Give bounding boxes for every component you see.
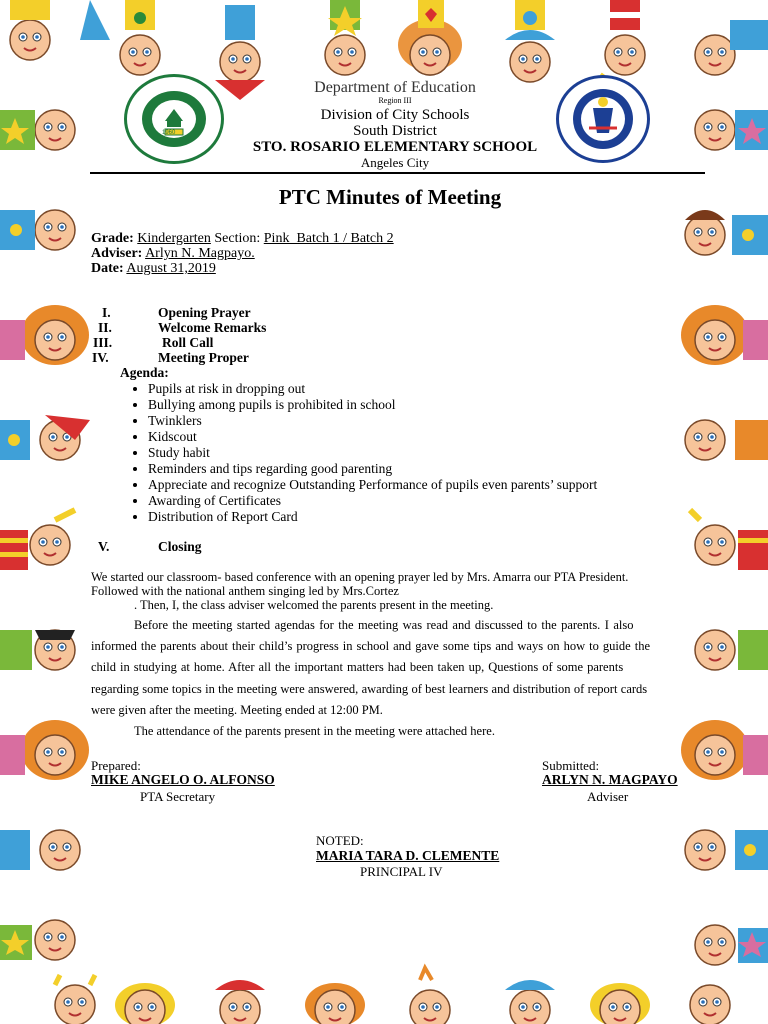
body-p2-line5: were given after the meeting. Meeting ended at 12:00 PM.	[91, 703, 383, 717]
outline-num-4: IV.	[92, 350, 109, 365]
agenda-item: • Bullying among pupils is prohibited in school	[148, 397, 597, 413]
body-p2-line4: regarding some topics in the meeting were answered, awarding of best learners and distribution of report cards	[91, 682, 648, 696]
deped-seal-logo	[556, 75, 650, 163]
submitted-name: ARLYN N. MAGPAYO	[542, 772, 678, 787]
prepared-label: Prepared:	[91, 758, 141, 773]
dept-name: Department of Education	[314, 79, 476, 96]
body-p2-line1: Before the meeting started agendas for the meeting was read and discussed to the parents. I also	[134, 618, 634, 632]
agenda-item: • Appreciate and recognize Outstanding Performance of pupils even parents’ support	[148, 477, 597, 493]
date-label: Date:	[91, 261, 124, 276]
agenda-list	[108, 381, 597, 525]
body-p1-line1: We started our classroom- based conference with an opening prayer led by Mrs. Amarra our PTA President.	[91, 570, 629, 584]
body-p1-line2: Followed with the national anthem singing led by Mrs.Cortez	[91, 584, 399, 598]
noted-name: MARIA TARA D. CLEMENTE	[316, 848, 500, 863]
prepared-role: PTA Secretary	[140, 789, 216, 804]
date-value: August 31,2019	[126, 261, 216, 276]
outline-label-3: Roll Call	[162, 335, 214, 350]
grade-line	[91, 231, 394, 247]
agenda-item: • Reminders and tips regarding good parenting	[148, 461, 597, 477]
outline-label-4: Meeting Proper	[158, 350, 249, 365]
agenda-item: • Awarding of Certificates	[148, 493, 597, 509]
noted-label: NOTED:	[316, 833, 364, 848]
page-title: PTC Minutes of Meeting	[278, 185, 502, 209]
agenda-item: • Kidscout	[148, 429, 597, 445]
city-name: Angeles City	[360, 155, 430, 170]
agenda-item: • Pupils at risk in dropping out	[148, 381, 597, 397]
adviser-line	[91, 246, 255, 262]
header-divider	[90, 172, 705, 174]
division-name: Division of City Schools	[320, 107, 470, 123]
section-value: Pink Batch 1 / Batch 2	[263, 231, 394, 246]
submitted-role: Adviser	[587, 789, 629, 804]
district-name: South District	[353, 123, 437, 139]
outline-label-2: Welcome Remarks	[158, 320, 267, 335]
agenda-item: • Distribution of Report Card	[148, 509, 597, 525]
date-line	[91, 261, 216, 277]
grade-value: Kindergarten	[137, 231, 211, 246]
noted-role: PRINCIPAL IV	[360, 864, 443, 879]
body-p3: The attendance of the parents present in the meeting were attached here.	[134, 724, 495, 738]
section-label: Section:	[214, 231, 261, 246]
closing-num: V.	[98, 539, 110, 554]
body-p2-line3: child in studying at home. After all the important matters had been taken up, Questions of some parents	[91, 660, 624, 674]
outline-num-2: II.	[98, 320, 112, 335]
body-p1-line3: . Then, I, the class adviser welcomed the parents present in the meeting.	[134, 598, 494, 612]
adviser-value: Arlyn N. Magpayo.	[145, 246, 255, 261]
agenda-item: • Twinklers	[148, 413, 597, 429]
body-p2-line2: informed the parents about their child’s progress in school and gave some tips and ways on how to guide the	[91, 639, 651, 653]
region-name: Region III	[378, 96, 412, 105]
submitted-label: Submitted:	[542, 758, 600, 773]
outline-num-3: III.	[93, 335, 113, 350]
outline-label-1: Opening Prayer	[158, 305, 251, 320]
school-seal-year: 1960	[162, 130, 176, 136]
outline-num-1: I.	[102, 305, 111, 320]
prepared-name: MIKE ANGELO O. ALFONSO	[91, 772, 275, 787]
closing-label: Closing	[158, 539, 202, 554]
school-name: STO. ROSARIO ELEMENTARY SCHOOL	[252, 139, 538, 155]
school-seal-logo	[124, 74, 224, 164]
agenda-label: Agenda:	[120, 365, 169, 380]
grade-label: Grade:	[91, 231, 134, 246]
adviser-label: Adviser:	[91, 246, 143, 261]
agenda-item: • Study habit	[148, 445, 597, 461]
